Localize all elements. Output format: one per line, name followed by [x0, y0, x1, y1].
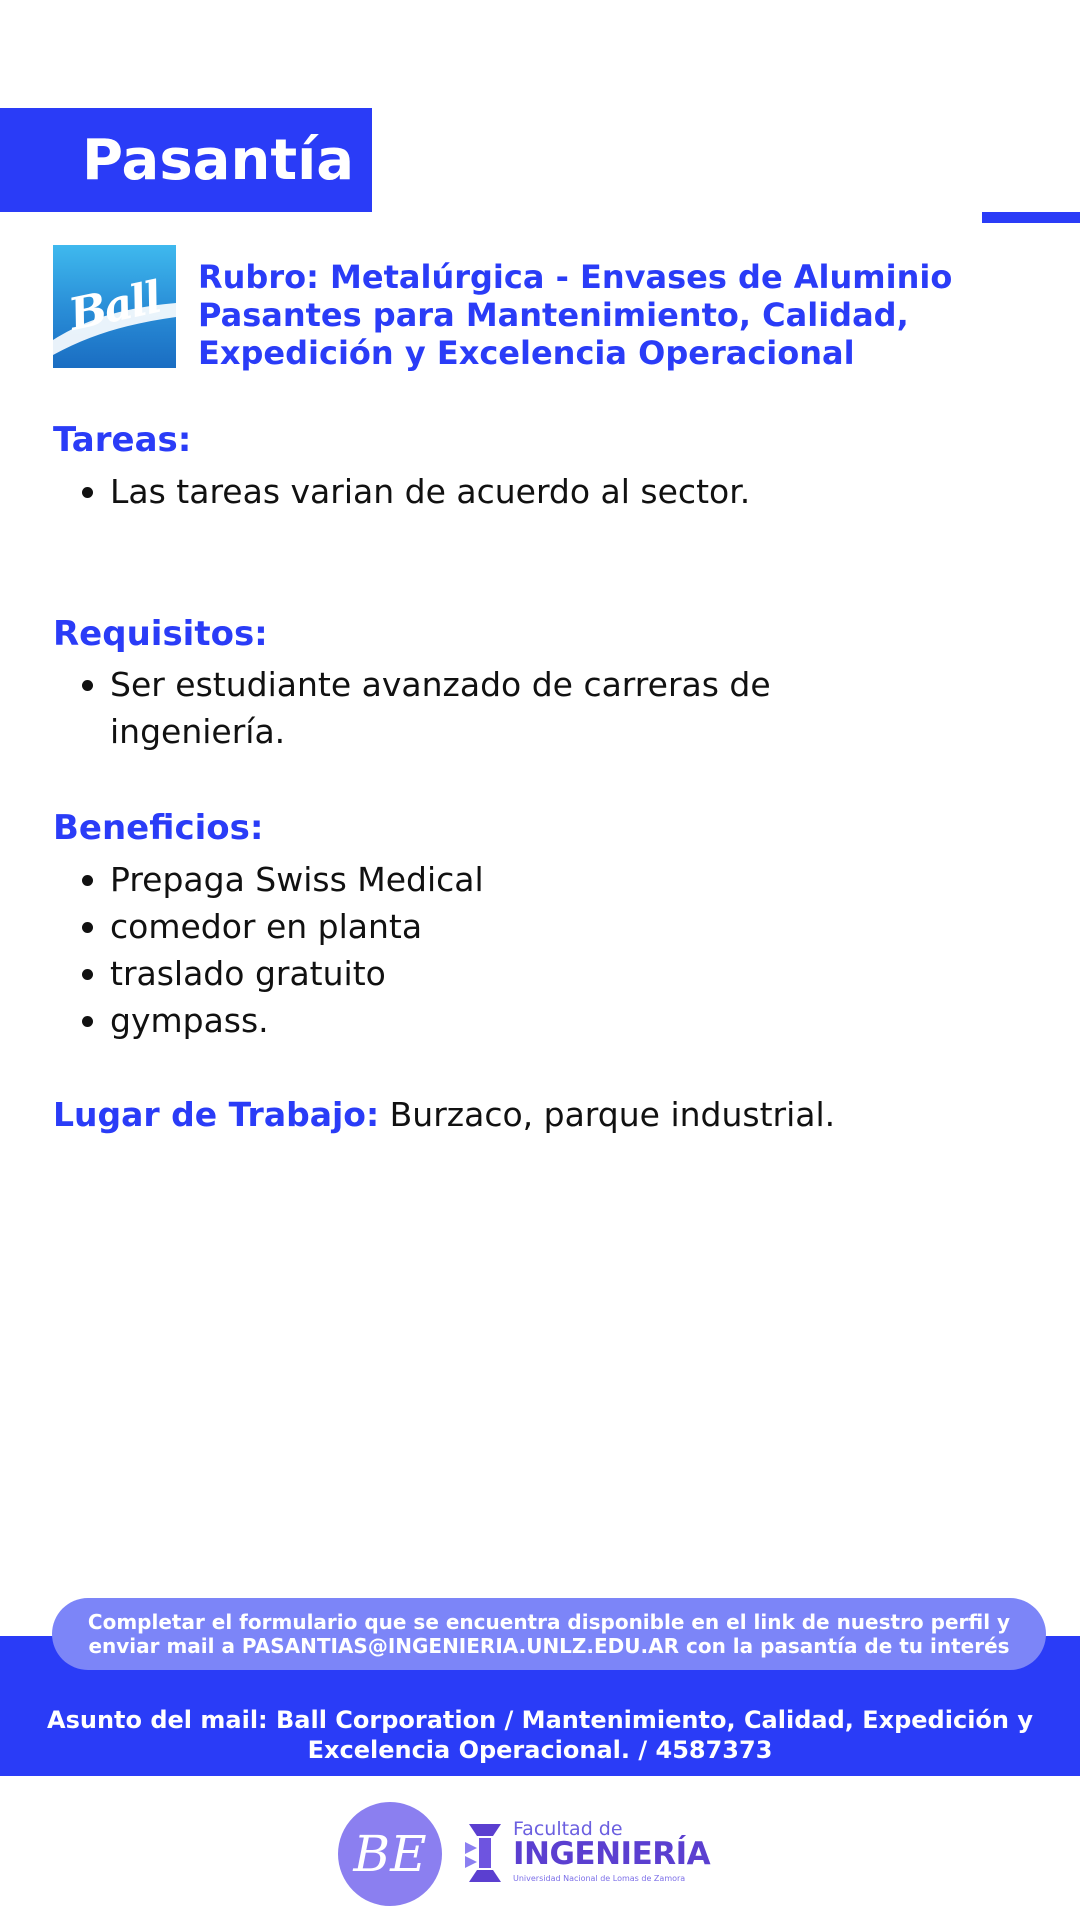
- page-title: Pasantía: [82, 127, 355, 193]
- lugar-value: Burzaco, parque industrial.: [379, 1095, 836, 1134]
- lugar-de-trabajo: [53, 1095, 835, 1134]
- list-item: comedor en planta: [53, 903, 953, 950]
- beneficios-title: Beneficios:: [53, 808, 264, 848]
- list-item: Ser estudiante avanzado de carreras de ingeniería.: [53, 661, 813, 755]
- instructions-line-1: Completar el formulario que se encuentra disponible en el link de nuestro perfil y: [87, 1610, 1011, 1634]
- beneficios-list: [53, 856, 953, 1044]
- requisitos-title: Requisitos:: [53, 614, 268, 654]
- company-header: [198, 258, 1058, 372]
- instructions-pill: [52, 1598, 1046, 1670]
- list-item: gympass.: [53, 997, 953, 1044]
- instructions-line-2: enviar mail a PASANTIAS@INGENIERIA.UNLZ.EDU.AR con la pasantía de tu interés: [88, 1634, 1010, 1658]
- company-line-3: Expedición y Excelencia Operacional: [198, 334, 855, 372]
- page-title-banner: [0, 108, 372, 212]
- ball-logo-text: Ball: [64, 272, 165, 341]
- accent-line: [982, 212, 1080, 223]
- fi-main-text: INGENIERÍA: [513, 1836, 711, 1872]
- be-logo: [338, 1802, 442, 1906]
- company-line-1: Rubro: Metalúrgica - Envases de Aluminio: [198, 258, 953, 296]
- list-item: Prepaga Swiss Medical: [53, 856, 953, 903]
- mail-subject-line-2: Excelencia Operacional. / 4587373: [307, 1736, 773, 1764]
- tareas-list: [53, 468, 953, 515]
- mail-subject: [40, 1705, 1040, 1765]
- tareas-title: Tareas:: [53, 420, 192, 460]
- lugar-label: Lugar de Trabajo:: [53, 1095, 380, 1134]
- ingenieria-mark-icon: [465, 1822, 505, 1884]
- fi-top-text: Facultad de: [513, 1818, 623, 1840]
- mail-subject-line-1: Asunto del mail: Ball Corporation / Mantenimiento, Calidad, Expedición y: [47, 1706, 1033, 1734]
- list-item: traslado gratuito: [53, 950, 953, 997]
- requisitos-list: [53, 661, 813, 755]
- company-line-2: Pasantes para Mantenimiento, Calidad,: [198, 296, 909, 334]
- list-item: Las tareas varian de acuerdo al sector.: [53, 468, 953, 515]
- fi-sub-text: Universidad Nacional de Lomas de Zamora: [513, 1874, 686, 1883]
- facultad-ingenieria-logo: [465, 1818, 725, 1888]
- ball-logo: [53, 245, 176, 368]
- be-logo-text: BE: [353, 1825, 427, 1883]
